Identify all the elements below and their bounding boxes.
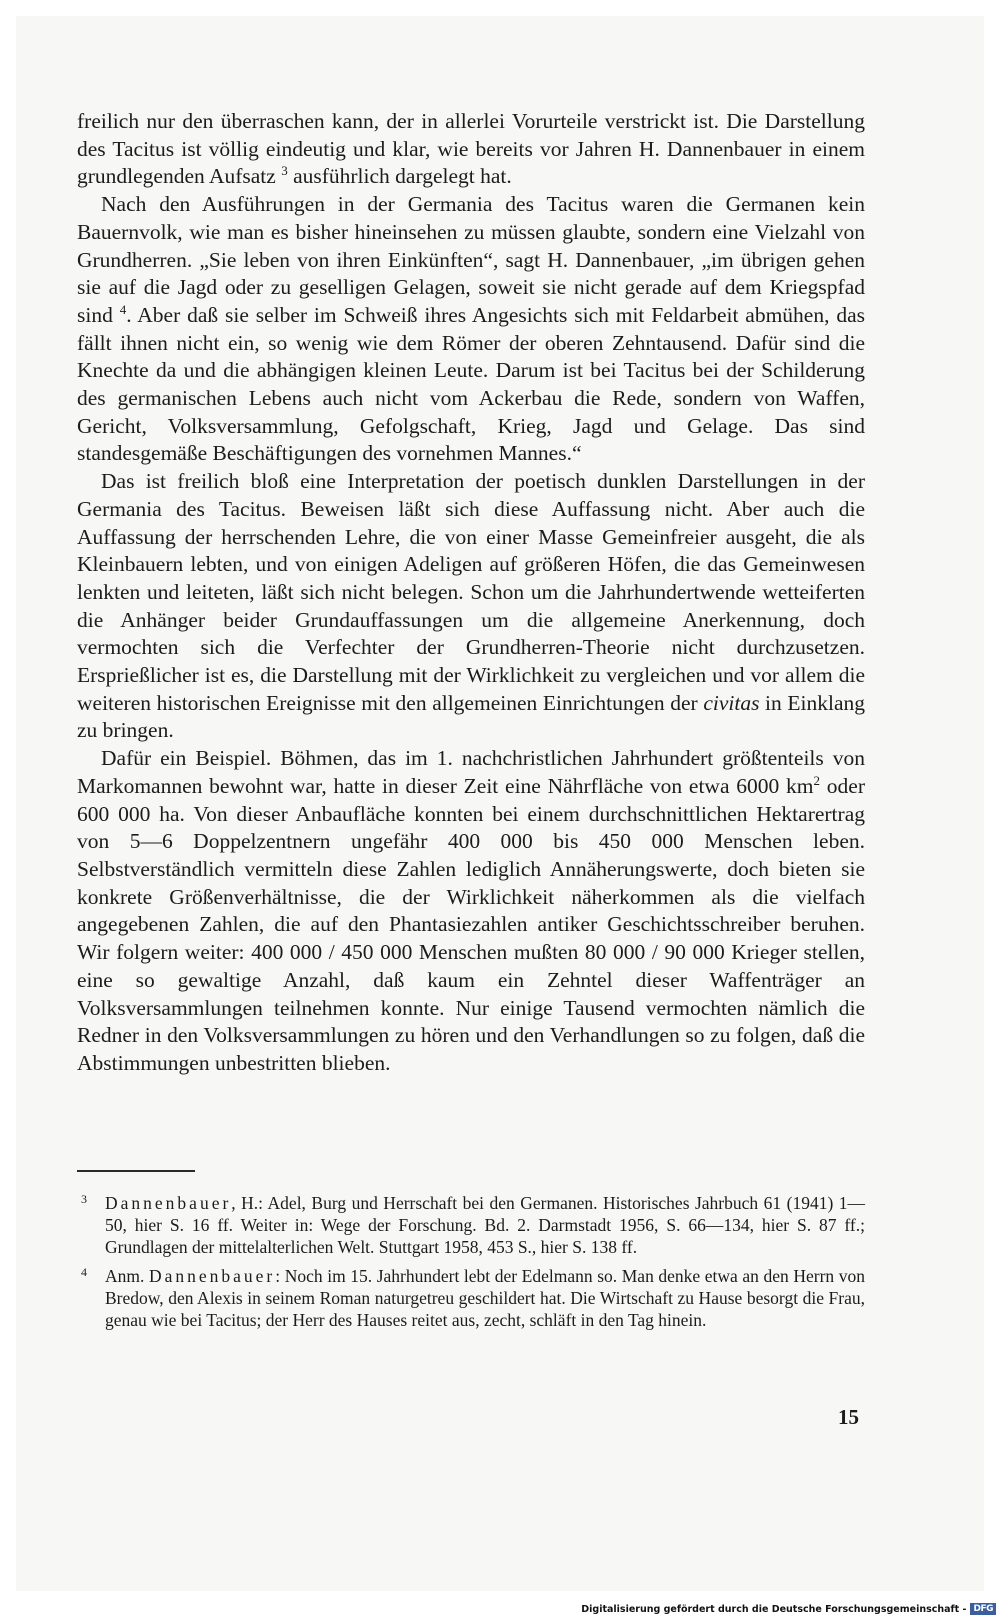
footnote-text: , H.: Adel, Burg und Herrschaft bei den Germanen. Historisches Jahrbuch 61 (1941) 1—50, hier S. 16 ff. Weiter in: Wege der Forschung. Bd. 2. Darmstadt 1956, S. 66—134, hier S. 87 ff.; Grundlagen der mittelalterlichen Welt. Stuttgart 1958, 453 S., hier S. 138 ff.: [105, 1193, 865, 1257]
footnote-number: 3: [81, 1192, 87, 1206]
footnote-text: : Noch im 15. Jahrhundert lebt der Edelmann so. Man denke etwa an den Herrn von Bredow, den Alexis in seinem Roman naturgetreu geschildert hat. Die Wirtschaft zu Hause besorgt die Frau, genau wie bei Tacitus; der Herr des Hauses reitet aus, zecht, schläft in den Tag hinein.: [105, 1266, 865, 1330]
paragraph-2: [77, 191, 865, 468]
credit-text: Digitalisierung gefördert durch die Deutsche Forschungsgemeinschaft -: [581, 1603, 967, 1615]
paragraph-1-text-a: freilich nur den überraschen kann, der in allerlei Vorurteile verstrickt ist. Die Darstellung des Tacitus ist völlig eindeutig und klar, wie bereits vor Jahren H. Dannenbauer in einem grundlegenden Aufsatz: [77, 109, 865, 189]
paragraph-3: [77, 468, 865, 745]
paragraph-4-text-a: Dafür ein Beispiel. Böhmen, das im 1. nachchristlichen Jahrhundert größtenteils von Markomannen bewohnt war, hatte in dieser Zeit eine Nährfläche von etwa 6000 km: [77, 746, 865, 798]
footnote-prefix: Anm.: [105, 1266, 149, 1287]
italic-term-civitas: civitas: [703, 690, 760, 715]
digitization-credit: [581, 1603, 996, 1615]
footnote-ref-4[interactable]: 4: [119, 301, 127, 317]
footnote-divider: [77, 1170, 195, 1172]
footnote-author: Dannenbauer: [148, 1266, 276, 1287]
paragraph-3-text-b: in Einklang zu bringen.: [77, 690, 865, 743]
paragraph-2-text-b: . Aber daß sie selber im Schweiß ihres Angesichts sich mit Feldarbeit abmühen, das fällt ihnen nicht ein, so wenig wie dem Römer der oberen Zehntausend. Dafür sind die Knechte da und die abhängigen kleinen Leute. Darum ist bei Tacitus bei der Schilderung des germanischen Lebens auch nicht vom Ackerbau die Rede, sondern von Waffen, Gericht, Volksversammlung, Gefolgschaft, Krieg, Jagd und Gelage. Das sind standesgemäße Beschäftigungen des vornehmen Mannes.“: [77, 302, 865, 466]
footnotes: [77, 1193, 865, 1340]
footnote-author: Dannenbauer: [105, 1193, 232, 1213]
dfg-logo-icon: DFG: [970, 1603, 996, 1615]
paragraph-1: [77, 108, 865, 191]
paragraph-2-text-a: Nach den Ausführungen in der Germania des Tacitus waren die Germanen kein Bauernvolk, wie man es bisher hineinsehen zu müssen glaubte, sondern eine Vielzahl von Grundherren. „Sie leben von ihren Einkünften“, sagt H. Dannenbauer, „im übrigen gehen sie auf die Jagd oder zu geselligen Gelagen, soweit sie nicht gerade auf dem Kriegspfad sind: [77, 192, 865, 327]
paragraph-4-text-b: oder 600 000 ha. Von dieser Anbaufläche konnten bei einem durchschnittlichen Hektarertrag von 5—6 Doppelzentnern ungefähr 400 000 bis 450 000 Menschen leben. Selbstverständlich vermitteln diese Zahlen lediglich Annäherungswerte, doch bieten sie konkrete Größenverhältnisse, die der Wirklichkeit näherkommen als die vielfach angegebenen Zahlen, die auf den Phantasiezahlen antiker Geschichtsschreiber beruhen. Wir folgern weiter: 400 000 / 450 000 Menschen mußten 80 000 / 90 000 Krieger stellen, eine so gewaltige Anzahl, daß kaum ein Zehntel dieser Waffenträger an Volksversammlungen teilnehmen konnte. Nur einige Tausend vermochten nämlich die Redner in den Volksversammlungen zu hören und den Verhandlungen so zu folgen, daß die Abstimmungen unbestritten blieben.: [77, 773, 865, 1075]
footnote-3: [77, 1193, 865, 1258]
footnote-ref-3[interactable]: 3: [281, 163, 288, 179]
body-text: [77, 108, 865, 1078]
paragraph-1-text-b: ausführlich dargelegt hat.: [287, 164, 512, 189]
superscript-squared: 2: [813, 772, 821, 788]
paragraph-3-text-a: Das ist freilich bloß eine Interpretation der poetisch dunklen Darstellungen in der Germania des Tacitus. Beweisen läßt sich diese Auffassung nicht. Aber auch die Auffassung der herrschenden Lehre, die von einer Masse Gemeinfreier ausgeht, die als Kleinbauern lebten, und von einigen Adeligen auf größeren Höfen, die das Gemeinwesen lenkten und leiteten, läßt sich nicht belegen. Schon um die Jahrhundertwende wetteiferten die Anhänger beider Grundauffassungen um die allgemeine Anerkennung, doch vermochten sich die Verfechter der Grundherren-Theorie nicht durchzusetzen. Ersprießlicher ist es, die Darstellung mit der Wirklichkeit zu vergleichen und vor allem die weiteren historischen Ereignisse mit den allgemeinen Einrichtungen der: [77, 469, 865, 715]
footnote-number: 4: [81, 1265, 87, 1280]
footnote-4: [77, 1266, 865, 1331]
paragraph-4: [77, 745, 865, 1077]
page-number: 15: [838, 1405, 859, 1429]
